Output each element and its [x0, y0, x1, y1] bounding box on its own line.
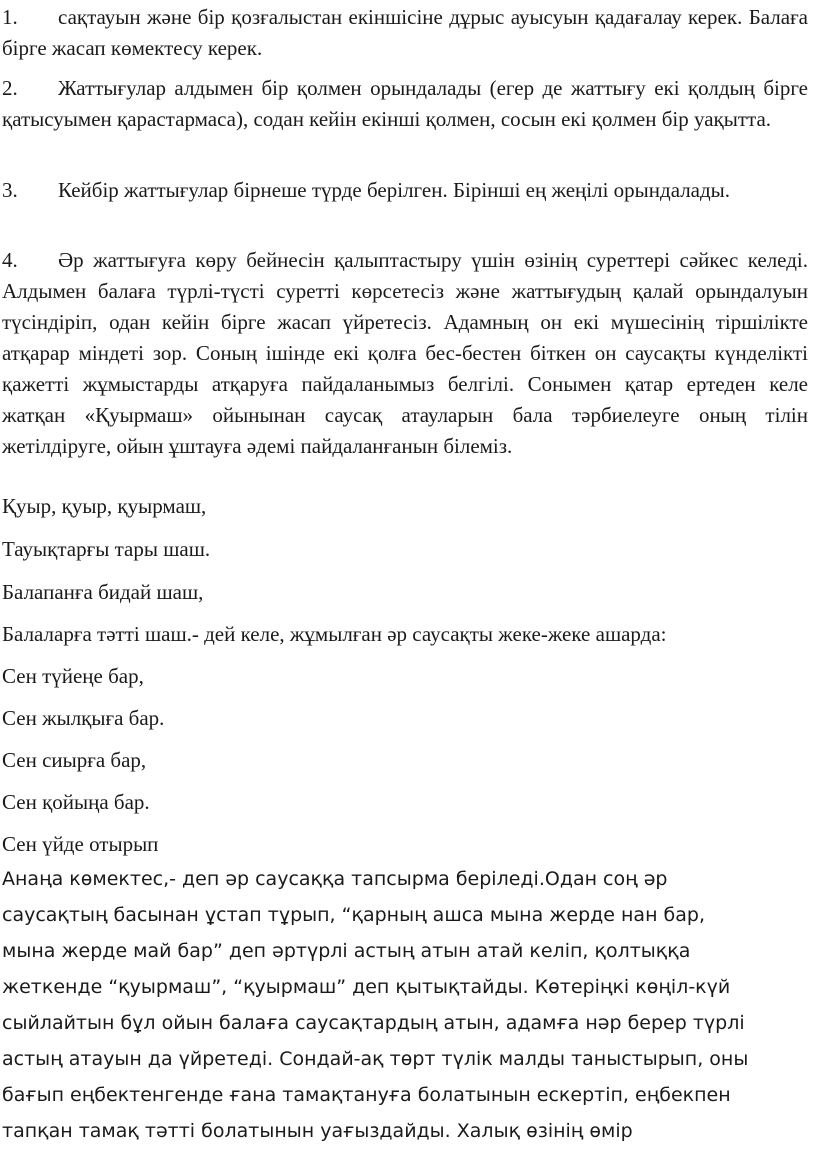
- closing-line: бағып еңбектенгенде ғана тамақтануға болатынын ескертіп, еңбекпен: [2, 1084, 731, 1106]
- closing-line: астың атауын да үйретеді. Сондай-ақ төрт түлік малды таныстырып, оны: [2, 1048, 749, 1070]
- list-number: 1.: [2, 5, 18, 29]
- list-text: Әр жаттығуға көру бейнесін қалыптастыру үшін өзінің суреттері сәйкес келеді. Алдымен балаға түрлі-түсті суретті көрсетесіз және жаттығудың қалай орындалуын түсіндіріп, одан кейін бірге жасап үйретесіз. Адамның он екі мүшесінің тіршілікте атқарар міндеті зор. Соның ішінде екі қолға бес-бестен біткен он саусақты күнделікті қажетті жұмыстарды атқаруға пайдаланымыз белгілі. Сонымен қатар ертеден келе жатқан «Қуырмаш» ойынынан саусақ атауларын бала тәрбиелеуге оның тілін жетілдіруге, ойын ұштауға әдемі пайдаланғанын білеміз.: [2, 248, 808, 458]
- closing-line: Анаңа көмектес,- деп әр саусаққа тапсырма беріледі.Одан соң әр: [2, 868, 668, 890]
- poem-line: Балаларға тәтті шаш.- дей келе, жұмылған әр саусақты жеке-жеке ашарда:: [2, 622, 667, 646]
- poem-line: Сен түйеңе бар,: [2, 664, 144, 688]
- list-text: сақтауын және бір қозғалыстан екіншісіне дұрыс ауысуын қадағалау керек. Балаға бірге жасап көмектесу керек.: [2, 5, 808, 60]
- closing-paragraph: [2, 861, 814, 1149]
- poem-line: Сен үйде отырып: [2, 832, 159, 856]
- list-item-2: [2, 73, 808, 135]
- closing-line: жеткенде “қуырмаш”, “қуырмаш” деп қытықтайды. Көтеріңкі көңіл-күй: [2, 976, 731, 998]
- list-number: 4.: [2, 248, 18, 272]
- list-item-1: [2, 2, 808, 64]
- closing-line: сыйлайтын бұл ойын балаға саусақтардың атын, адамға нәр берер түрлі: [2, 1012, 745, 1034]
- list-item-3: [2, 175, 808, 206]
- closing-line: саусақтың басынан ұстап тұрып, “қарның ашса мына жерде нан бар,: [2, 904, 705, 926]
- poem-line: Қуыр, қуыр, қуырмаш,: [2, 494, 207, 518]
- poem-line: Балапанға бидай шаш,: [2, 580, 204, 604]
- poem-line: Тауықтарғы тары шаш.: [2, 537, 211, 561]
- list-item-4: [2, 245, 808, 462]
- list-number: 3.: [2, 178, 18, 202]
- closing-line: тапқан тамақ тәтті болатынын уағыздайды. Халық өзінің өмір: [2, 1120, 633, 1142]
- poem-line: Сен қойыңа бар.: [2, 790, 150, 814]
- poem-line: Сен сиырға бар,: [2, 748, 147, 772]
- closing-line: мына жерде май бар” деп әртүрлі астың атын атай келіп, қолтыққа: [2, 940, 691, 962]
- list-text: Кейбір жаттығулар бірнеше түрде берілген. Бірінші ең жеңілі орындалады.: [58, 178, 731, 202]
- list-number: 2.: [2, 76, 18, 100]
- list-text: Жаттығулар алдымен бір қолмен орындалады (егер де жаттығу екі қолдың бірге қатысуымен қарастармаса), содан кейін екінші қолмен, сосын екі қолмен бір уақытта.: [2, 76, 808, 131]
- poem-line: Сен жылқыға бар.: [2, 706, 165, 730]
